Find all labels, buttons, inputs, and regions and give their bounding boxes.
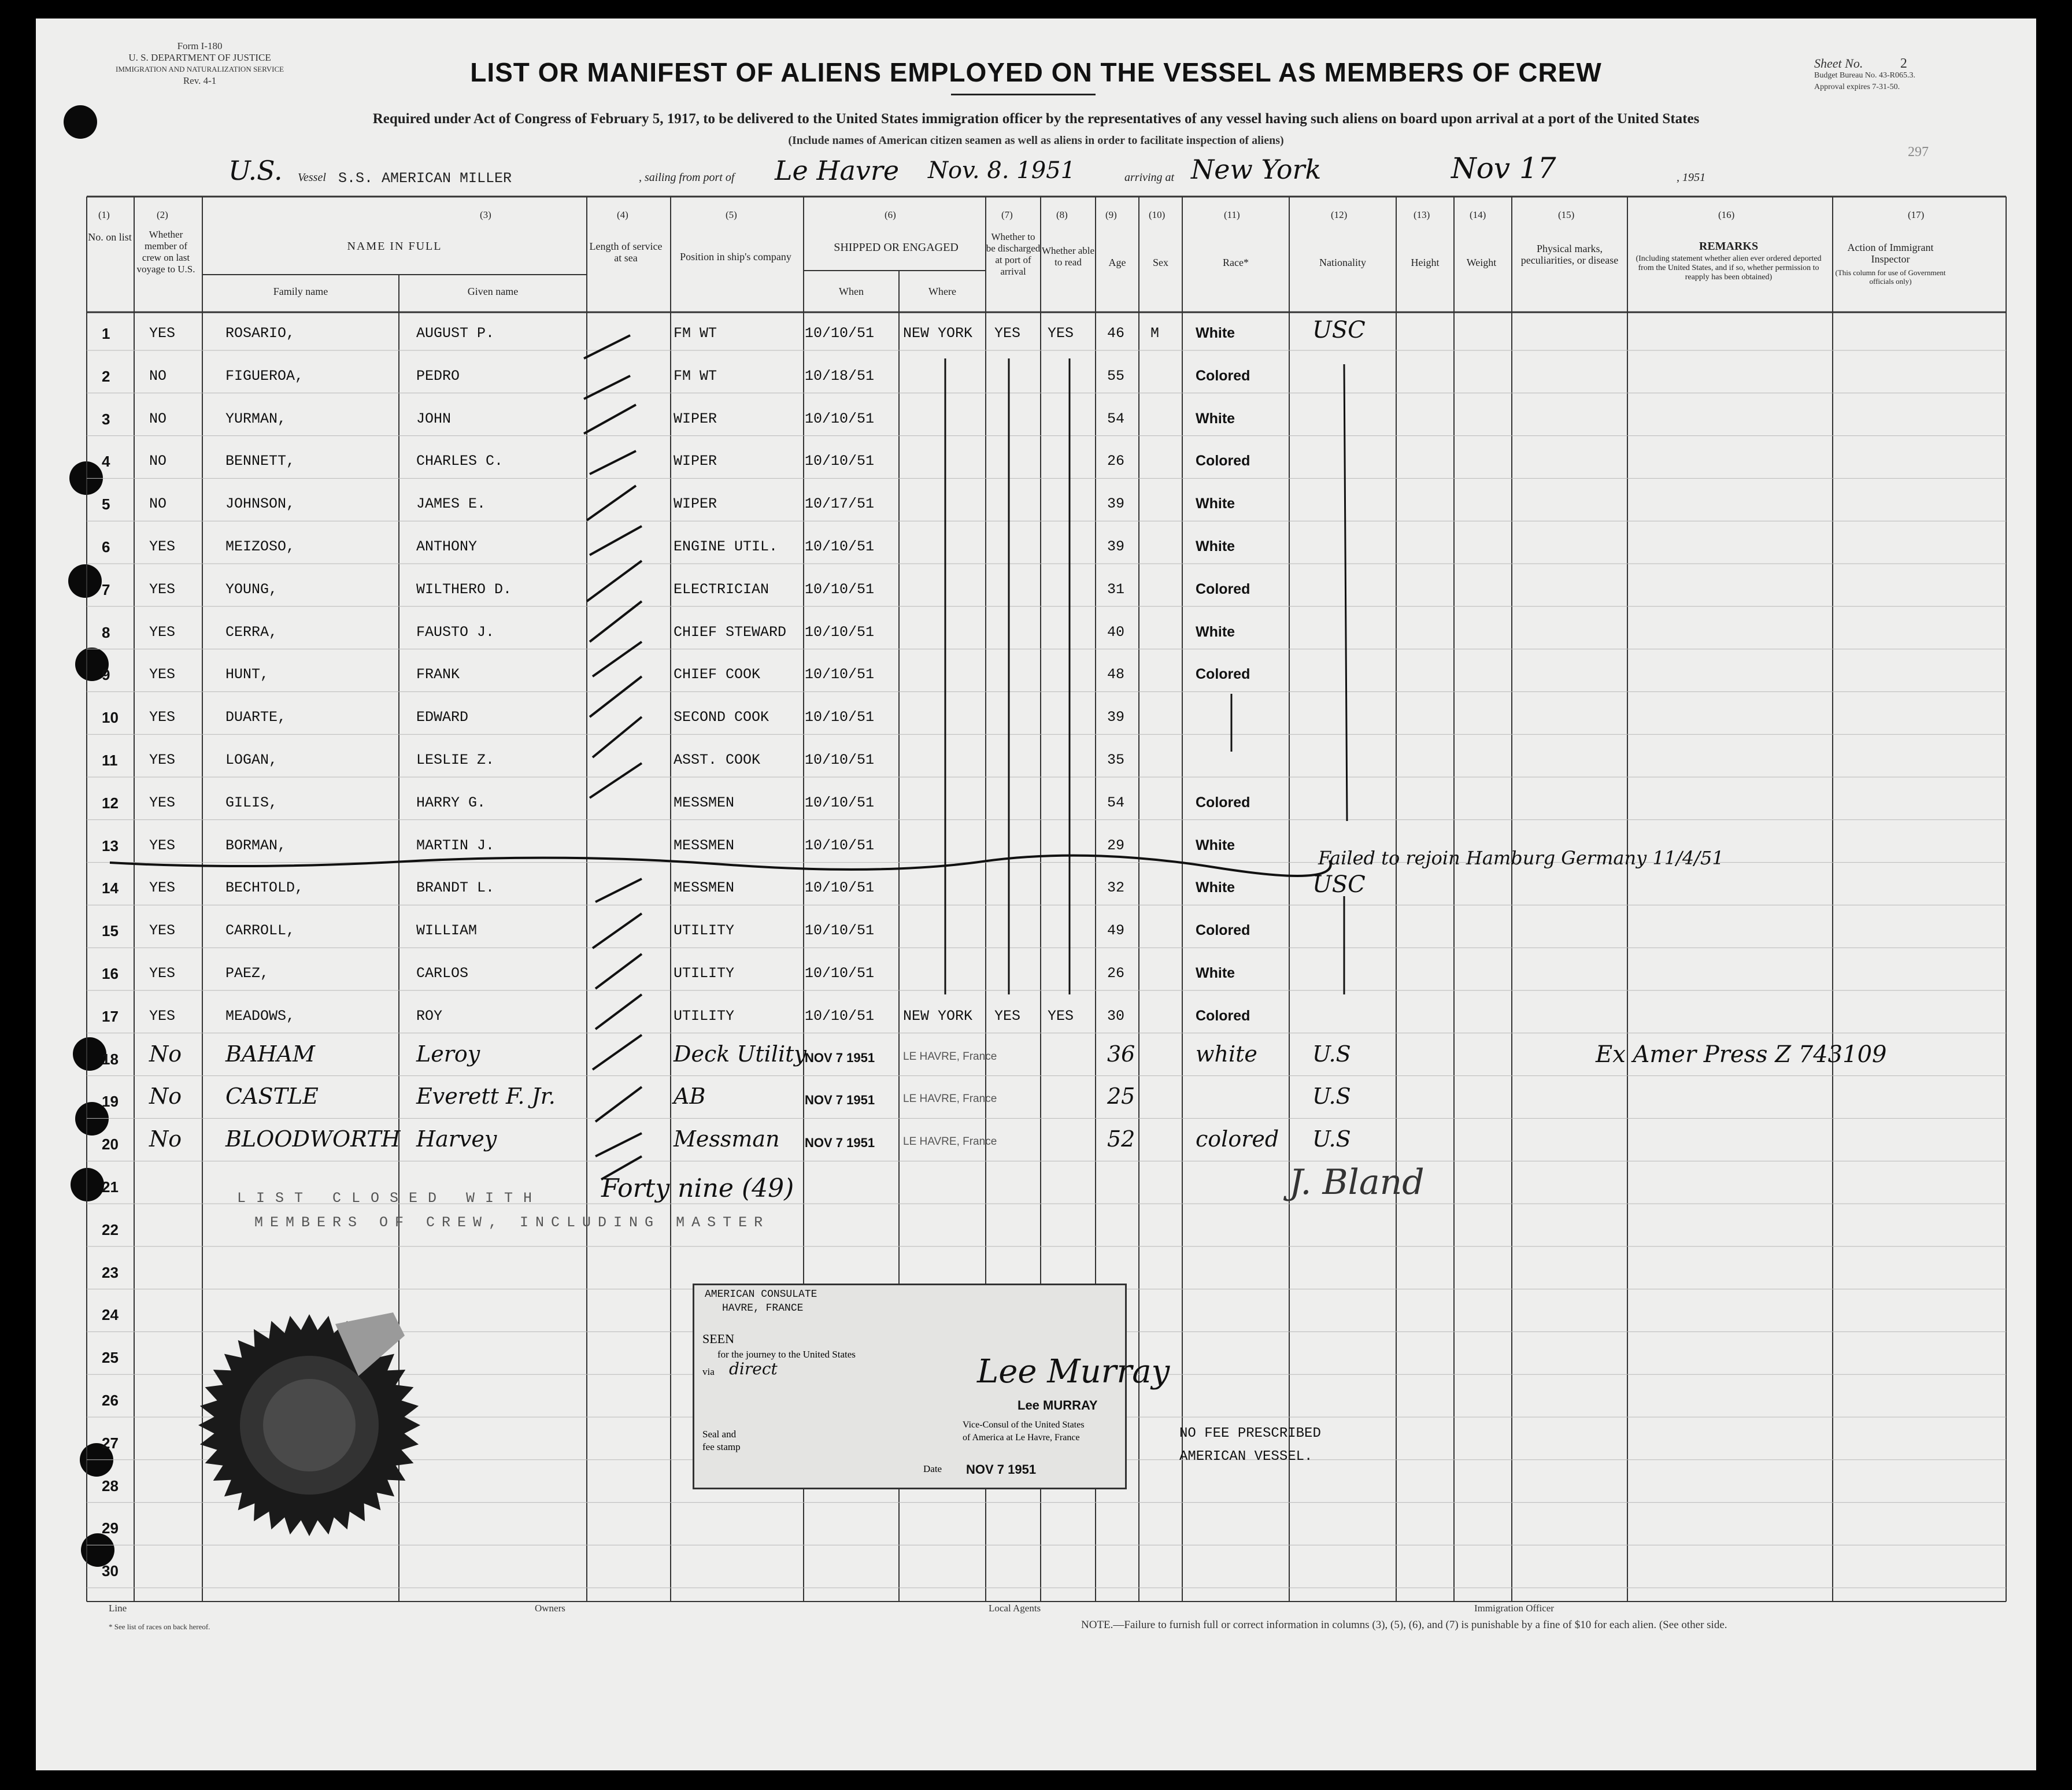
stamp-line-1: AMERICAN CONSULATE <box>705 1289 817 1300</box>
row-position: MESSMEN <box>674 794 735 811</box>
column-number: (7) <box>1001 209 1013 220</box>
row-position: AB <box>674 1083 706 1109</box>
row-family-name: GILIS, <box>225 794 278 811</box>
row-able-to-read: YES <box>1048 325 1074 342</box>
row-age: 31 <box>1107 580 1125 598</box>
row-row-number: 15 <box>102 922 119 940</box>
stamp-date-label: Date <box>923 1463 942 1474</box>
row-given-name: ANTHONY <box>416 538 478 555</box>
header-weight: Weight <box>1466 257 1497 268</box>
header-action: Action of Immigrant Inspector <box>1847 242 1934 265</box>
row-sex: M <box>1150 325 1160 342</box>
row-age: 36 <box>1107 1041 1135 1067</box>
row-previous-voyage: NO <box>149 367 167 384</box>
row-nationality: U.S <box>1312 1126 1351 1152</box>
no-fee-line-2: AMERICAN VESSEL. <box>1179 1449 1313 1464</box>
row-race: Colored <box>1196 453 1250 469</box>
row-given-name: JOHN <box>416 410 452 427</box>
closing-count: Forty nine (49) <box>601 1174 794 1203</box>
row-row-number: 4 <box>102 453 110 471</box>
row-family-name: CERRA, <box>225 623 278 641</box>
header-race: Race* <box>1223 257 1249 268</box>
column-number: (16) <box>1718 209 1735 220</box>
row-age: 49 <box>1107 922 1125 940</box>
row-given-name: JAMES E. <box>416 495 486 513</box>
row-shipped-where: LE HAVRE, France <box>903 1050 997 1063</box>
row-row-number: 8 <box>102 623 110 641</box>
row-position: UTILITY <box>674 965 735 982</box>
arrival-year: , 1951 <box>1677 171 1705 184</box>
column-number: (3) <box>480 209 491 220</box>
column-number: (1) <box>98 209 110 220</box>
arrival-date: Nov 17 <box>1451 151 1556 185</box>
row-race: White <box>1196 538 1235 554</box>
column-number: (11) <box>1224 209 1240 220</box>
vice-consul-signature: Lee Murray <box>977 1353 1170 1390</box>
vice-consul-title-2: of America at Le Havre, France <box>963 1433 1080 1443</box>
row-race: White <box>1196 965 1235 981</box>
row-given-name: CHARLES C. <box>416 453 504 470</box>
row-row-number: 27 <box>102 1434 119 1452</box>
include-note: (Include names of American citizen seamen as well as aliens in order to facilitate inspection of aliens) <box>788 134 1284 147</box>
row-race: Colored <box>1196 367 1250 384</box>
row-able-to-read: YES <box>1048 1007 1074 1025</box>
row-age: 26 <box>1107 453 1125 470</box>
row-row-number: 9 <box>102 666 110 684</box>
row-row-number: 3 <box>102 410 110 428</box>
header-age: Age <box>1108 257 1126 268</box>
remarks-row-13: Failed to rejoin Hamburg Germany 11/4/51 <box>1318 847 1724 869</box>
row-family-name: CARROLL, <box>225 922 295 940</box>
column-number: (17) <box>1908 209 1925 220</box>
row-shipped-when: 10/10/51 <box>805 965 875 982</box>
row-row-number: 21 <box>102 1178 119 1196</box>
stamp-journey: for the journey to the United States <box>717 1349 856 1360</box>
column-number: (8) <box>1056 209 1068 220</box>
row-shipped-when: 10/10/51 <box>805 752 875 768</box>
row-race: Colored <box>1196 1007 1250 1024</box>
row-position: UTILITY <box>674 1007 735 1025</box>
row-given-name: FRANK <box>416 666 460 683</box>
row-shipped-when: NOV 7 1951 <box>805 1093 875 1108</box>
row-shipped-where: LE HAVRE, France <box>903 1136 997 1148</box>
row-race: White <box>1196 495 1235 512</box>
vessel-flag: U.S. <box>228 155 283 186</box>
form-number: Form I-180 <box>177 40 223 51</box>
officer-signature: J. Bland <box>1289 1162 1424 1203</box>
header-family-name: Family name <box>273 286 328 297</box>
budget-bureau: Budget Bureau No. 43-R065.3. <box>1814 71 1915 80</box>
arriving-label: arriving at <box>1124 171 1175 184</box>
row-age: 54 <box>1107 410 1125 427</box>
row-nationality: U.S <box>1312 1041 1351 1067</box>
row-previous-voyage: No <box>149 1126 182 1152</box>
footer-note: NOTE.—Failure to furnish full or correct information in columns (3), (5), (6), and (7) is punishable by a fine of $10 for each alien. (See other side. <box>1081 1619 1727 1631</box>
footer-races-note: * See list of races on back hereof. <box>109 1622 210 1631</box>
row-remarks: Ex Amer Press Z 743109 <box>1596 1041 1887 1068</box>
column-number: (9) <box>1105 209 1117 220</box>
vice-consul-name: Lee MURRAY <box>1018 1398 1098 1412</box>
row-discharged: YES <box>994 1007 1021 1025</box>
row-shipped-where: LE HAVRE, France <box>903 1093 997 1105</box>
stamp-fee: fee stamp <box>702 1441 741 1452</box>
row-shipped-where: NEW YORK <box>903 325 973 342</box>
row-shipped-when: 10/10/51 <box>805 538 875 555</box>
row-family-name: JOHNSON, <box>225 495 295 513</box>
row-family-name: MEADOWS, <box>225 1007 295 1025</box>
row-given-name: Everett F. Jr. <box>416 1083 556 1109</box>
row-race: White <box>1196 837 1235 853</box>
row-shipped-when: 10/10/51 <box>805 580 875 598</box>
row-given-name: WILTHERO D. <box>416 580 512 598</box>
row-age: 54 <box>1107 794 1125 811</box>
header-position: Position in ship's company <box>680 251 791 262</box>
row-race: White <box>1196 879 1235 896</box>
row-position: SECOND COOK <box>674 709 769 726</box>
row-position: WIPER <box>674 453 717 470</box>
stamp-seal: Seal and <box>702 1429 737 1440</box>
column-number: (13) <box>1414 209 1430 220</box>
row-previous-voyage: YES <box>149 922 176 940</box>
row-given-name: Leroy <box>416 1041 480 1067</box>
row-given-name: BRANDT L. <box>416 879 495 897</box>
row-age: 35 <box>1107 752 1125 768</box>
row-position: CHIEF COOK <box>674 666 761 683</box>
row-shipped-when: NOV 7 1951 <box>805 1050 875 1065</box>
row-family-name: BECHTOLD, <box>225 879 304 897</box>
stamp-via-value: direct <box>729 1359 778 1378</box>
footer-local-agents: Local Agents <box>989 1603 1041 1614</box>
sailing-date: Nov. 8. 1951 <box>928 157 1076 184</box>
row-position: MESSMEN <box>674 879 735 897</box>
row-row-number: 2 <box>102 367 110 385</box>
row-family-name: LOGAN, <box>225 752 278 768</box>
row-race: white <box>1196 1041 1257 1067</box>
closing-line-1: LIST CLOSED WITH <box>237 1190 543 1207</box>
row-position: Messman <box>674 1126 780 1152</box>
row-shipped-when: 10/10/51 <box>805 709 875 726</box>
row-shipped-when: 10/10/51 <box>805 879 875 897</box>
row-shipped-when: 10/10/51 <box>805 410 875 427</box>
row-age: 39 <box>1107 538 1125 555</box>
column-number: (5) <box>726 209 737 220</box>
row-race: White <box>1196 410 1235 427</box>
row-given-name: WILLIAM <box>416 922 478 940</box>
requirement-text: Required under Act of Congress of February 5, 1917, to be delivered to the United States immigration officer by the representatives of any vessel having such aliens on board upon arrival at a port of the United States <box>372 111 1700 127</box>
row-nationality: U.S <box>1312 1083 1351 1109</box>
header-previous-voyage: Whether member of crew on last voyage to U.S. <box>136 229 195 275</box>
row-given-name: EDWARD <box>416 709 469 726</box>
vice-consul-title-1: Vice-Consul of the United States <box>963 1420 1085 1430</box>
row-shipped-where: NEW YORK <box>903 1007 973 1025</box>
row-previous-voyage: NO <box>149 495 167 513</box>
row-row-number: 28 <box>102 1477 119 1495</box>
column-number: (2) <box>157 209 168 220</box>
row-age: 39 <box>1107 495 1125 513</box>
row-given-name: PEDRO <box>416 367 460 384</box>
row-race: White <box>1196 325 1235 341</box>
column-number: (10) <box>1149 209 1166 220</box>
header-remarks: REMARKS <box>1699 240 1759 253</box>
row-race: Colored <box>1196 580 1250 597</box>
row-family-name: CASTLE <box>225 1083 319 1109</box>
row-previous-voyage: YES <box>149 325 176 342</box>
row-given-name: ROY <box>416 1007 443 1025</box>
row-family-name: ROSARIO, <box>225 325 295 342</box>
row-given-name: LESLIE Z. <box>416 752 495 768</box>
row-family-name: DUARTE, <box>225 709 287 726</box>
row-race: White <box>1196 623 1235 640</box>
row-row-number: 11 <box>102 752 118 769</box>
row-previous-voyage: YES <box>149 965 176 982</box>
row-previous-voyage: YES <box>149 794 176 811</box>
stamp-seen: SEEN <box>702 1332 734 1346</box>
row-previous-voyage: YES <box>149 623 176 641</box>
row-age: 55 <box>1107 367 1125 384</box>
row-family-name: FIGUEROA, <box>225 367 304 384</box>
row-family-name: BAHAM <box>225 1041 315 1067</box>
row-row-number: 22 <box>102 1221 119 1238</box>
row-previous-voyage: YES <box>149 837 176 854</box>
department: U. S. DEPARTMENT OF JUSTICE <box>128 52 271 63</box>
row-position: FM WT <box>674 325 717 342</box>
row-previous-voyage: YES <box>149 752 176 768</box>
row-shipped-when: 10/10/51 <box>805 794 875 811</box>
row-position: WIPER <box>674 410 717 427</box>
header-action-note: (This column for use of Government officials only) <box>1835 268 1946 286</box>
stamp-via: via <box>702 1366 715 1377</box>
row-race: Colored <box>1196 666 1250 683</box>
row-row-number: 13 <box>102 837 119 855</box>
seal-emblem <box>263 1379 356 1471</box>
row-row-number: 25 <box>102 1349 119 1367</box>
row-row-number: 1 <box>102 325 110 342</box>
row-previous-voyage: No <box>149 1083 182 1109</box>
row-previous-voyage: YES <box>149 580 176 598</box>
row-age: 46 <box>1107 325 1125 342</box>
row-row-number: 29 <box>102 1519 119 1537</box>
footer-immigration-officer: Immigration Officer <box>1474 1603 1555 1614</box>
row-given-name: FAUSTO J. <box>416 623 495 641</box>
row-family-name: BORMAN, <box>225 837 287 854</box>
row-age: 39 <box>1107 709 1125 726</box>
sailing-label: , sailing from port of <box>639 171 735 184</box>
row-age: 32 <box>1107 879 1125 897</box>
row-family-name: BLOODWORTH <box>225 1126 401 1152</box>
header-able-to-read: Whether able to read <box>1041 245 1095 268</box>
row-age: 29 <box>1107 837 1125 854</box>
vessel-name: S.S. AMERICAN MILLER <box>338 170 512 187</box>
header-no-on-list: No. on list <box>88 231 132 243</box>
row-family-name: MEIZOSO, <box>225 538 295 555</box>
row-shipped-when: 10/10/51 <box>805 623 875 641</box>
row-age: 52 <box>1107 1126 1135 1152</box>
no-fee-line-1: NO FEE PRESCRIBED <box>1179 1426 1321 1441</box>
header-remarks-note: (Including statement whether alien ever ordered deported from the United States, and if so, whether permission to reapply has been obtained) <box>1636 254 1822 282</box>
header-nationality: Nationality <box>1319 257 1366 268</box>
row-age: 25 <box>1107 1083 1135 1109</box>
header-physical-marks: Physical marks, peculiarities, or disease <box>1520 243 1619 266</box>
row-row-number: 14 <box>102 879 119 897</box>
column-number: (12) <box>1331 209 1348 220</box>
header-sex: Sex <box>1153 257 1168 268</box>
row-position: ASST. COOK <box>674 752 761 768</box>
row-previous-voyage: YES <box>149 709 176 726</box>
row-row-number: 19 <box>102 1093 119 1111</box>
service: IMMIGRATION AND NATURALIZATION SERVICE <box>116 65 284 73</box>
row-position: WIPER <box>674 495 717 513</box>
closing-line-2: MEMBERS OF CREW, INCLUDING MASTER <box>254 1214 770 1231</box>
row-previous-voyage: YES <box>149 1007 176 1025</box>
row-row-number: 6 <box>102 538 110 556</box>
row-row-number: 16 <box>102 965 119 982</box>
row-row-number: 17 <box>102 1007 119 1025</box>
header-discharged: Whether to be discharged at port of arrival <box>986 231 1041 277</box>
row-shipped-when: 10/10/51 <box>805 922 875 940</box>
row-position: ELECTRICIAN <box>674 580 769 598</box>
row-shipped-when: 10/10/51 <box>805 325 875 342</box>
row-row-number: 5 <box>102 495 110 513</box>
row-row-number: 10 <box>102 709 119 727</box>
row-family-name: YURMAN, <box>225 410 287 427</box>
header-length-of-service: Length of service at sea <box>589 241 663 264</box>
page-title: LIST OR MANIFEST OF ALIENS EMPLOYED ON THE VESSEL AS MEMBERS OF CREW <box>470 57 1602 87</box>
row-discharged: YES <box>994 325 1021 342</box>
row-position: UTILITY <box>674 922 735 940</box>
row-shipped-when: 10/10/51 <box>805 666 875 683</box>
row-nationality: USC <box>1312 871 1366 898</box>
sheet-reference: 297 <box>1908 145 1929 160</box>
row-row-number: 26 <box>102 1392 119 1409</box>
header-name-in-full: NAME IN FULL <box>347 240 442 253</box>
footer-line: Line <box>109 1603 127 1614</box>
revision: Rev. 4-1 <box>183 75 217 86</box>
row-given-name: HARRY G. <box>416 794 486 811</box>
row-position: ENGINE UTIL. <box>674 538 778 555</box>
vessel-label: Vessel <box>298 171 326 184</box>
row-row-number: 7 <box>102 580 110 598</box>
sheet-number: 2 <box>1900 56 1907 71</box>
row-shipped-when: NOV 7 1951 <box>805 1136 875 1151</box>
row-family-name: BENNETT, <box>225 453 295 470</box>
row-row-number: 12 <box>102 794 119 812</box>
row-age: 30 <box>1107 1007 1125 1025</box>
row-previous-voyage: YES <box>149 538 176 555</box>
header-when: When <box>839 286 864 297</box>
header-given-name: Given name <box>467 286 519 297</box>
row-age: 26 <box>1107 965 1125 982</box>
row-position: FM WT <box>674 367 717 384</box>
row-age: 48 <box>1107 666 1125 683</box>
row-shipped-when: 10/10/51 <box>805 453 875 470</box>
row-given-name: AUGUST P. <box>416 325 495 342</box>
header-shipped-or-engaged: SHIPPED OR ENGAGED <box>834 241 959 254</box>
row-position: MESSMEN <box>674 837 735 854</box>
stamp-line-2: HAVRE, FRANCE <box>722 1303 804 1314</box>
row-position: CHIEF STEWARD <box>674 623 787 641</box>
header-height: Height <box>1411 257 1440 268</box>
row-family-name: PAEZ, <box>225 965 269 982</box>
row-age: 40 <box>1107 623 1125 641</box>
row-given-name: CARLOS <box>416 965 469 982</box>
row-row-number: 24 <box>102 1306 119 1324</box>
row-nationality: USC <box>1312 317 1366 343</box>
row-race: Colored <box>1196 794 1250 811</box>
row-given-name: MARTIN J. <box>416 837 495 854</box>
arriving-port: New York <box>1191 154 1322 185</box>
row-family-name: HUNT, <box>225 666 269 683</box>
row-row-number: 20 <box>102 1136 119 1153</box>
sheet-label: Sheet No. <box>1814 56 1863 71</box>
row-race: Colored <box>1196 922 1250 939</box>
row-previous-voyage: NO <box>149 453 167 470</box>
row-row-number: 23 <box>102 1263 119 1281</box>
row-shipped-when: 10/10/51 <box>805 837 875 854</box>
column-number: (14) <box>1470 209 1486 220</box>
row-previous-voyage: No <box>149 1041 182 1067</box>
row-row-number: 30 <box>102 1562 119 1580</box>
stamp-date: NOV 7 1951 <box>966 1462 1037 1477</box>
column-number: (15) <box>1558 209 1575 220</box>
row-race: colored <box>1196 1126 1279 1152</box>
row-shipped-when: 10/10/51 <box>805 1007 875 1025</box>
row-shipped-when: 10/17/51 <box>805 495 875 513</box>
row-given-name: Harvey <box>416 1126 497 1152</box>
row-family-name: YOUNG, <box>225 580 278 598</box>
column-number: (4) <box>617 209 628 220</box>
row-row-number: 18 <box>102 1050 119 1068</box>
row-previous-voyage: YES <box>149 879 176 897</box>
row-previous-voyage: YES <box>149 666 176 683</box>
column-number: (6) <box>885 209 896 220</box>
row-previous-voyage: NO <box>149 410 167 427</box>
sailing-port: Le Havre <box>775 155 900 186</box>
header-where: Where <box>928 286 956 297</box>
row-shipped-when: 10/18/51 <box>805 367 875 384</box>
approval-expiry: Approval expires 7-31-50. <box>1814 83 1900 91</box>
row-position: Deck Utility <box>674 1041 806 1067</box>
footer-owners: Owners <box>535 1603 565 1614</box>
